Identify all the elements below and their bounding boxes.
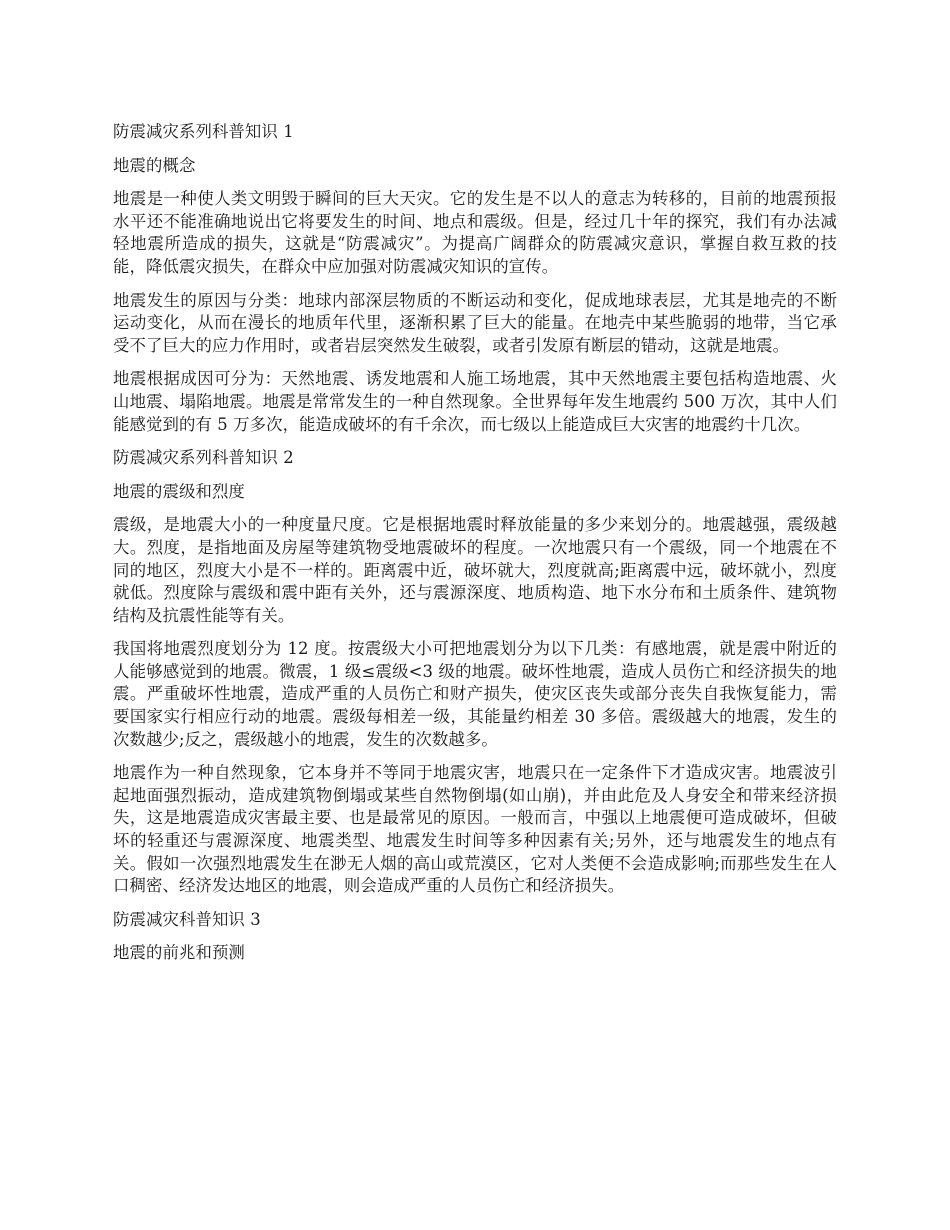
paragraph-magnitude-intensity: 震级，是地震大小的一种度量尺度。它是根据地震时释放能量的多少来划分的。地震越强，震级越大。烈度，是指地面及房屋等建筑物受地震破坏的程度。一次地震只有一个震级，同一个地震在不同的地区，烈度大小是不一样的。距离震中近，破坏就大，烈度就高;距离震中远，破坏就小，烈度就低。烈度除与震级和震中距有关外，还与震源深度、地质构造、地下水分布和土质条件、建筑物结构及抗震性能等有关。 — [113, 515, 837, 625]
paragraph-earthquake-causes: 地震发生的原因与分类：地球内部深层物质的不断运动和变化，促成地球表层，尤其是地壳的不断运动变化，从而在漫长的地质年代里，逐渐积累了巨大的能量。在地壳中某些脆弱的地带，当它承受不了巨大的应力作用时，或者岩层突然发生破裂，或者引发原有断层的错动，这就是地震。 — [113, 290, 837, 355]
paragraph-intensity-scale: 我国将地震烈度划分为 12 度。按震级大小可把地震划分为以下几类：有感地震，就是震中附近的人能够感觉到的地震。微震，1 级≤震级<3 级的地震。破坏性地震，造成人员伤亡和经济损失的地震。严重破坏性地震，造成严重的人员伤亡和财产损失，使灾区丧失或部分丧失自我恢复能力，需要国家实行相应行动的地震。震级每相差一级，其能量约相差 30 多倍。震级越大的地震，发生的次数越少;反之，震级越小的地震，发生的次数越多。 — [113, 639, 837, 749]
subsection-title-magnitude-intensity: 地震的震级和烈度 — [113, 481, 245, 501]
paragraph-earthquake-concept: 地震是一种使人类文明毁于瞬间的巨大天灾。它的发生是不以人的意志为转移的，目前的地震预报水平还不能准确地说出它将要发生的时间、地点和震级。但是，经过几十年的探究，我们有办法减轻地震所造成的损失，这就是“防震减灾”。为提高广阔群众的防震减灾意识，掌握自救互救的技能，降低震灾损失，在群众中应加强对防震减灾知识的宣传。 — [113, 189, 837, 276]
paragraph-earthquake-disaster: 地震作为一种自然现象，它本身并不等同于地震灾害，地震只在一定条件下才造成灾害。地震波引起地面强烈振动，造成建筑物倒塌或某些自然物倒塌(如山崩)，并由此危及人身安全和带来经济损失，这是地震造成灾害最主要、也是最常见的原因。一般而言，中强以上地震便可造成破坏，但破坏的轻重还与震源深度、地震类型、地震发生时间等多种因素有关;另外，还与地震发生的地点有关。假如一次强烈地震发生在渺无人烟的高山或荒漠区，它对人类便不会造成影响;而那些发生在人口稠密、经济发达地区的地震，则会造成严重的人员伤亡和经济损失。 — [113, 763, 837, 896]
subsection-title-concept: 地震的概念 — [113, 155, 196, 175]
section-title-3: 防震减灾科普知识 3 — [113, 909, 261, 929]
subsection-title-precursors: 地震的前兆和预测 — [113, 943, 245, 963]
section-title-1: 防震减灾系列科普知识 1 — [113, 122, 294, 141]
document-page — [113, 121, 837, 976]
section-title-2: 防震减灾系列科普知识 2 — [113, 448, 294, 468]
paragraph-earthquake-classification: 地震根据成因可分为：天然地震、诱发地震和人施工场地震，其中天然地震主要包括构造地震、火山地震、塌陷地震。地震是常常发生的一种自然现象。全世界每年发生地震约 500 万次，其中人们能感觉到的有 5 万多次，能造成破坏的有千余次，而七级以上能造成巨大灾害的地震约十几次。 — [113, 369, 837, 434]
